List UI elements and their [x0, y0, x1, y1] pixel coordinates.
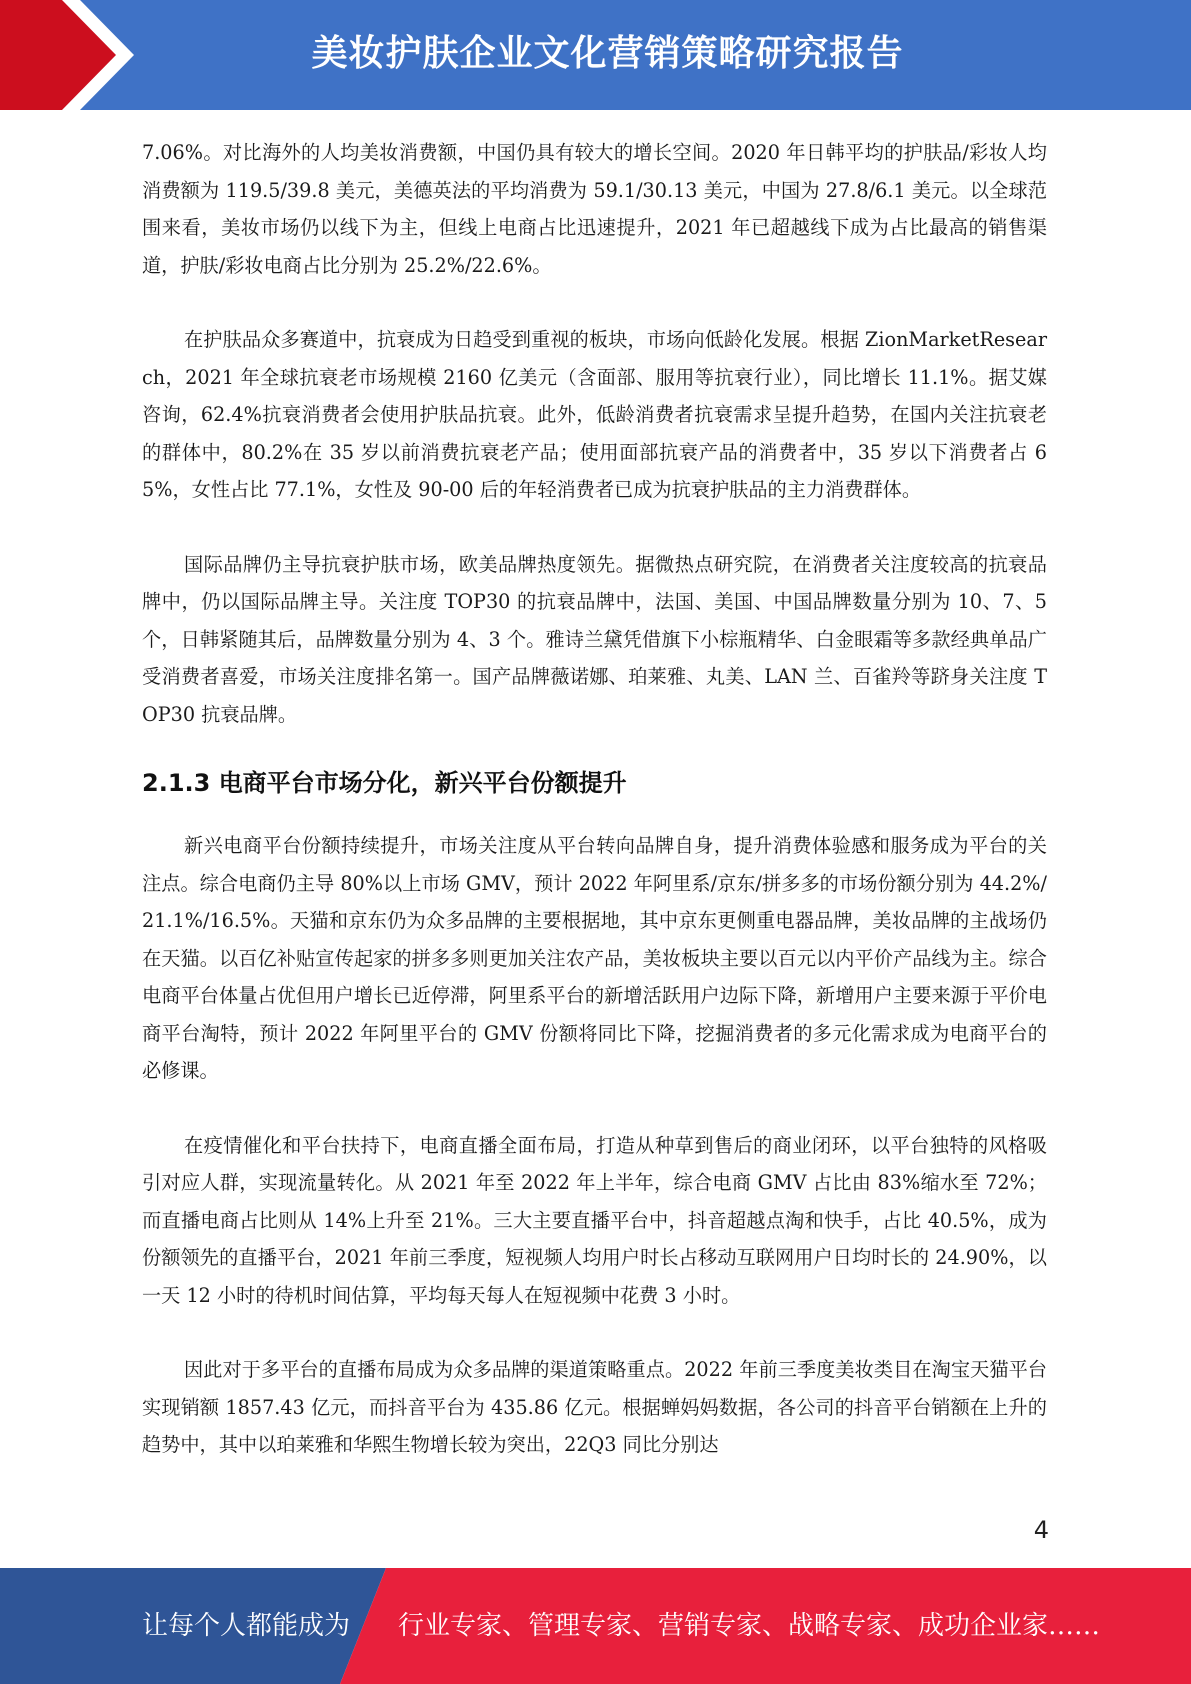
footer-slogan-right: 行业专家、管理专家、营销专家、战略专家、成功企业家…… — [398, 1611, 1101, 1641]
report-title: 美妆护肤企业文化营销策略研究报告 — [311, 33, 904, 74]
paragraph: 新兴电商平台份额持续提升，市场关注度从平台转向品牌自身，提升消费体验感和服务成为平台的关注点。综合电商仍主导 80%以上市场 GMV，预计 2022 年阿里系/京东/拼多多的市场份额分别为 44.2%/21.1%/16.5%。天猫和京东仍为众多品牌的主要根据地，其中京东更侧重电器品牌，美妆品牌的主战场仍在天猫。以百亿补贴宣传起家的拼多多则更加关注农产品，美妆板块主要以百元以内平价产品线为主。综合电商平台体量占优但用户增长已近停滞，阿里系平台的新增活跃用户边际下降，新增用户主要来源于平价电商平台淘特，预计 2022 年阿里平台的 GMV 份额将同比下降，挖掘消费者的多元化需求成为电商平台的必修课。 — [142, 834, 1047, 1082]
paragraph: 国际品牌仍主导抗衰护肤市场，欧美品牌热度领先。据微热点研究院，在消费者关注度较高的抗衰品牌中，仍以国际品牌主导。关注度 TOP30 的抗衰品牌中，法国、美国、中国品牌数量分别为 10、7、5 个，日韩紧随其后，品牌数量分别为 4、3 个。雅诗兰黛凭借旗下小棕瓶精华、白金眼霜等多款经典单品广受消费者喜爱，市场关注度排名第一。国产品牌薇诺娜、珀莱雅、丸美、LAN 兰、百雀羚等跻身关注度 TOP30 抗衰品牌。 — [142, 552, 1047, 726]
document-body — [142, 134, 1047, 1464]
header-banner — [0, 0, 1191, 110]
paragraph: 7.06%。对比海外的人均美妆消费额，中国仍具有较大的增长空间。2020 年日韩平均的护肤品/彩妆人均消费额为 119.5/39.8 美元，美德英法的平均消费为 59.1/30.13 美元，中国为 27.8/6.1 美元。以全球范围来看，美妆市场仍以线下为主，但线上电商占比迅速提升，2021 年已超越线下成为占比最高的销售渠道，护肤/彩妆电商占比分别为 25.2%/22.6%。 — [142, 141, 1047, 277]
footer-banner — [0, 1568, 1191, 1684]
paragraph: 在疫情催化和平台扶持下，电商直播全面布局，打造从种草到售后的商业闭环，以平台独特的风格吸引对应人群，实现流量转化。从 2021 年至 2022 年上半年，综合电商 GMV 占比由 83%缩水至 72%；而直播电商占比则从 14%上升至 21%。三大主要直播平台中，抖音超越点淘和快手，占比 40.5%，成为份额领先的直播平台，2021 年前三季度，短视频人均用户时长占移动互联网用户日均时长的 24.90%，以一天 12 小时的待机时间估算，平均每天每人在短视频中花费 3 小时。 — [142, 1133, 1047, 1307]
paragraph: 在护肤品众多赛道中，抗衰成为日趋受到重视的板块，市场向低龄化发展。根据 ZionMarketResearch，2021 年全球抗衰老市场规模 2160 亿美元（含面部、服用等抗衰行业），同比增长 11.1%。据艾媒咨询，62.4%抗衰消费者会使用护肤品抗衰。此外，低龄消费者抗衰需求呈提升趋势，在国内关注抗衰老的群体中，80.2%在 35 岁以前消费抗衰老产品；使用面部抗衰产品的消费者中，35 岁以下消费者占 65%，女性占比 77.1%，女性及 90-00 后的年轻消费者已成为抗衰护肤品的主力消费群体。 — [142, 328, 1047, 501]
section-heading: 2.1.3 电商平台市场分化，新兴平台份额提升 — [142, 769, 627, 797]
paragraph: 因此对于多平台的直播布局成为众多品牌的渠道策略重点。2022 年前三季度美妆类目在淘宝天猫平台实现销额 1857.43 亿元，而抖音平台为 435.86 亿元。根据蝉妈妈数据，各公司的抖音平台销额在上升的趋势中，其中以珀莱雅和华熙生物增长较为突出，22Q3 同比分别达 — [142, 1358, 1047, 1456]
page-number: 4 — [1033, 1516, 1049, 1544]
footer-slogan-left: 让每个人都能成为 — [142, 1611, 351, 1641]
